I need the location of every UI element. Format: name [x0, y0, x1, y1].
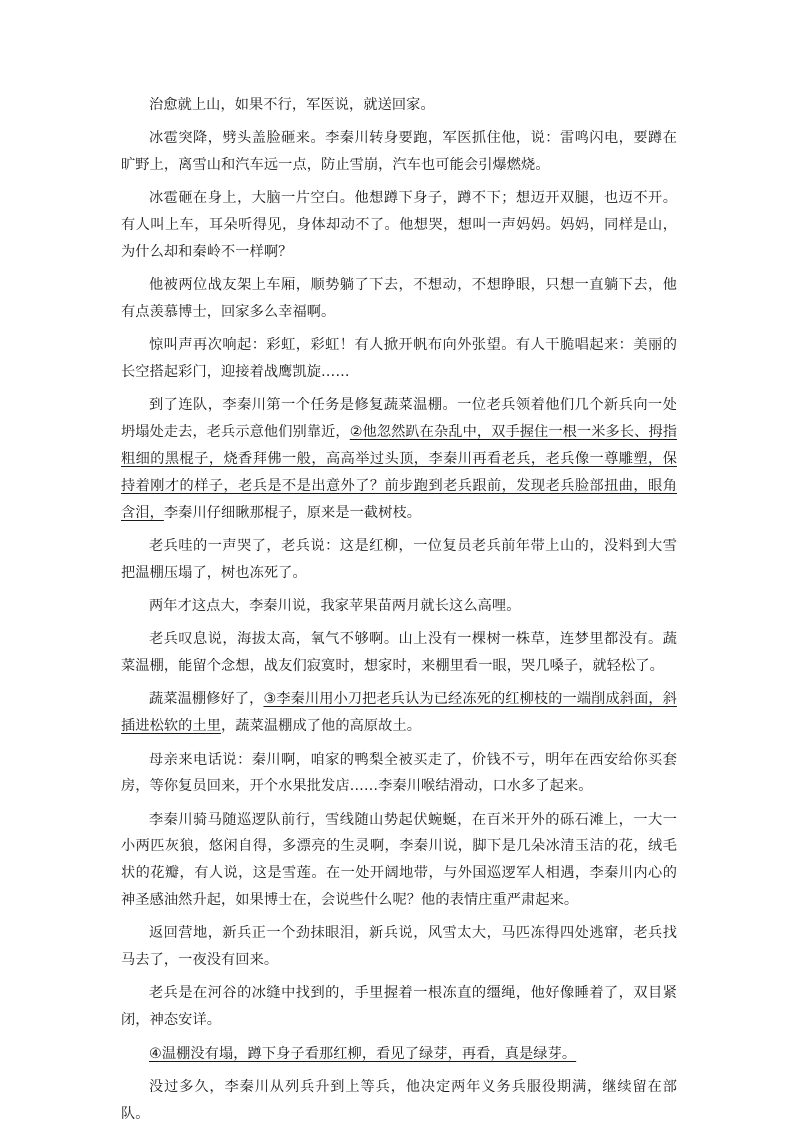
paragraph: 冰雹突降，劈头盖脸砸来。李秦川转身要跑，军医抓住他，说：雷鸣闪电，要蹲在旷野上，离雪山和汽车远一点，防止雪崩，汽车也可能会引爆燃烧。 — [121, 130, 677, 174]
paragraph — [121, 392, 677, 526]
underlined-sentence-2: ②他忽然趴在杂乱中，双手握住一根一米多长、拇指粗细的黑棍子，烧香拜佛一般，高高举过头顶，李秦川再看老兵，老兵像一尊雕塑，保持着刚才的样子，老兵是不是出意外了？前步跑到老兵跟前，发现老兵脸部扭曲，眼角含泪， — [121, 424, 677, 521]
paragraph: 两年才这点大，李秦川说，我家苹果苗两月就长这么高哩。 — [149, 598, 521, 615]
paragraph-text: ，蔬菜温棚成了他的高原故土。 — [221, 718, 422, 735]
paragraph: 没过多久，李秦川从列兵升到上等兵，他决定两年义务兵服役期满，继续留在部队。 — [121, 1078, 677, 1122]
paragraph — [121, 686, 677, 740]
document-page — [121, 92, 677, 1134]
paragraph-text: 到了连队，李秦川第一个任务是修复蔬菜温棚。一位老兵领着他们几个新兵向一处坍塌处走去，老兵示意他们别靠近， — [121, 397, 677, 441]
paragraph: 老兵叹息说，海拔太高，氧气不够啊。山上没有一棵树一株草，连梦里都没有。蔬菜温棚，能留个念想，战友们寂寞时，想家时，来棚里看一眼，哭几嗓子，就轻松了。 — [121, 631, 677, 675]
paragraph: 治愈就上山，如果不行，军医说，就送回家。 — [149, 97, 435, 113]
paragraph-text: 李秦川仔细瞅那棍子，原来是一截树枝。 — [163, 504, 422, 521]
paragraph-text: 蔬菜温棚修好了， — [149, 691, 264, 708]
underlined-sentence-3: ③李秦川用小刀把老兵认为已经冻死的红柳枝的一端削成斜面，斜插进松软的土里 — [121, 691, 677, 735]
paragraph: 母亲来电话说：秦川啊，咱家的鸭梨全被买走了，价钱不亏，明年在西安给你买套房，等你复员回来，开个水果批发店……李秦川喉结滑动，口水多了起来。 — [121, 751, 677, 795]
paragraph: 老兵哇的一声哭了，老兵说：这是红柳，一位复员老兵前年带上山的，没料到大雪把温棚压塌了，树也冻死了。 — [121, 537, 677, 581]
paragraph: 惊叫声再次响起：彩虹，彩虹！有人掀开帆布向外张望。有人干脆唱起来：美丽的长空搭起彩门，迎接着战鹰凯旋…… — [121, 337, 677, 381]
underlined-sentence-4: ④温棚没有塌，蹲下身子看那红柳，看见了绿芽，再看，真是绿芽。 — [149, 1045, 577, 1062]
paragraph: 老兵是在河谷的冰缝中找到的，手里握着一根冻直的缰绳，他好像睡着了，双目紧闭，神态安详。 — [121, 985, 677, 1029]
paragraph: 他被两位战友架上车厢，顺势躺了下去，不想动，不想睁眼，只想一直躺下去，他有点羡慕博士，回家多么幸福啊。 — [121, 277, 677, 321]
paragraph: 冰雹砸在身上，大脑一片空白。他想蹲下身子，蹲不下；想迈开双腿，也迈不开。有人叫上车，耳朵听得见，身体却动不了。他想哭，想叫一声妈妈。妈妈，同样是山，为什么却和秦岭不一样啊？ — [121, 190, 677, 260]
paragraph: 李秦川骑马随巡逻队前行，雪线随山势起伏蜿蜒，在百米开外的砾石滩上，一大一小两匹灰狼，悠闲自得，多漂亮的生灵啊，李秦川说，脚下是几朵冰清玉洁的花，绒毛状的花瓣，有人说，这是雪莲。在一处开阔地带，与外国巡逻军人相遇，李秦川内心的神圣感油然升起，如果博士在，会说些什么呢？他的表情庄重严肃起来。 — [121, 811, 677, 909]
paragraph — [121, 1041, 677, 1068]
paragraph: 返回营地，新兵正一个劲抹眼泪，新兵说，风雪太大，马匹冻得四处逃窜，老兵找马去了，一夜没有回来。 — [121, 925, 677, 969]
